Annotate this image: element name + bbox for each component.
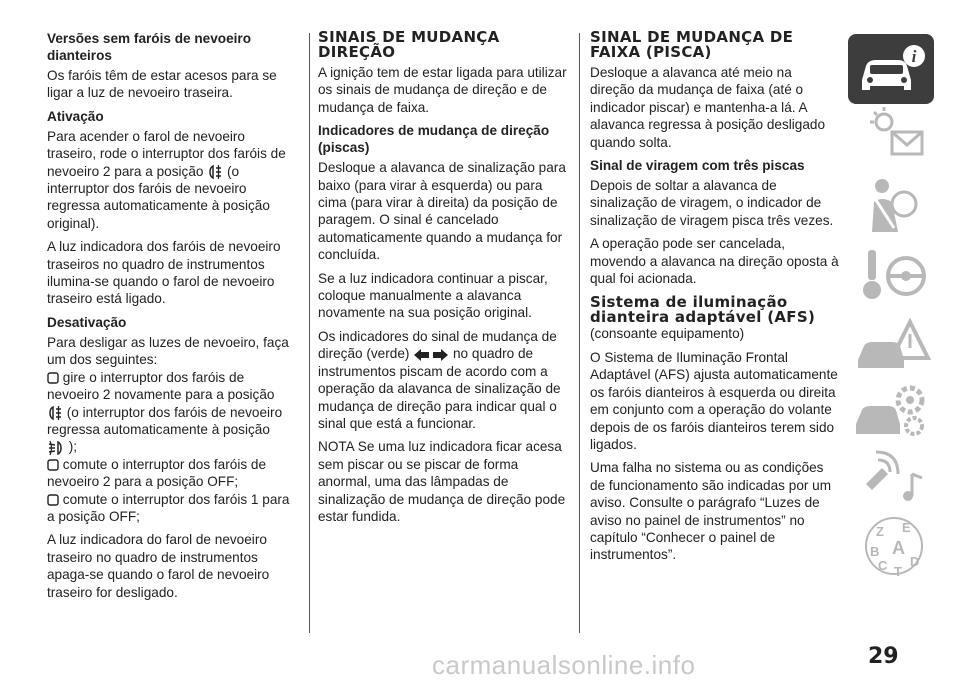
- column-3: [590, 30, 840, 570]
- heading-ativacao: Ativação: [47, 108, 104, 124]
- watermark: carmanualsonline.info: [432, 650, 696, 680]
- rear-fog-light-icon: [47, 405, 63, 421]
- paragraph-se: Se a luz indicadora continuar a piscar, coloque manualmente a alavanca novamente na sua posição original.: [318, 270, 548, 321]
- chapter-tab-safety[interactable]: [848, 172, 934, 240]
- paragraph-faixa: Desloque a alavanca até meio na direção da mudança de faixa (até o indicador piscar) e mantenha-a lá. A alavanca regressa à posição desligado quando solta.: [590, 65, 826, 150]
- heading-afs: Sistema de iluminação dianteira adaptável (AFS): [590, 293, 816, 327]
- front-fog-light-icon: [47, 440, 65, 456]
- car-info-icon: [848, 34, 934, 104]
- svg-text:Z: Z: [876, 524, 884, 539]
- paragraph-desativacao: Para desligar as luzes de nevoeiro, faça um dos seguintes:: [47, 334, 289, 368]
- heading-mudanca-faixa: SINAL DE MUDANÇA DE FAIXA (PISCA): [590, 28, 794, 61]
- column-divider: [309, 33, 310, 633]
- page-number: 29: [868, 644, 899, 669]
- chapter-tab-index[interactable]: [848, 512, 934, 580]
- paragraph-indicadores-verde: [318, 328, 568, 432]
- svg-text:E: E: [902, 520, 911, 535]
- chapter-tab-know-your-car[interactable]: [848, 34, 934, 104]
- text-fragment: no quadro de instrumentos piscam de acordo com a operação da alavanca de sinalização de mudança de direção para indicar qual o sinal que está a funcionar.: [318, 346, 561, 431]
- bullet-3: [47, 491, 297, 526]
- paragraph-operacao: A operação pode ser cancelada, movendo a alavanca na direção oposta à qual foi acionada.: [590, 236, 839, 287]
- chapter-tab-dashboard[interactable]: [848, 104, 934, 172]
- heading-desativacao: Desativação: [47, 314, 127, 330]
- chapter-tab-starting-driving[interactable]: [848, 240, 934, 308]
- chapter-tab-multimedia[interactable]: [848, 444, 934, 512]
- svg-text:B: B: [870, 544, 880, 559]
- seatbelt-airbag-icon: [848, 172, 934, 240]
- car-warning-triangle-icon: [848, 308, 934, 376]
- paragraph-apaga: A luz indicadora do farol de nevoeiro traseiro no quadro de instrumentos apaga-se quando o farol de nevoeiro traseiro for desligado.: [47, 532, 270, 600]
- rear-fog-light-icon: [207, 164, 223, 180]
- bullet-2: [47, 456, 297, 491]
- heading-sinais-direcao: SINAIS DE MUDANÇA DIREÇÃO: [318, 28, 500, 61]
- svg-text:i: i: [911, 47, 917, 66]
- paragraph-consoante: (consoante equipamento): [590, 326, 745, 342]
- paragraph-nota: NOTA Se uma luz indicadora ficar acesa sem piscar ou se piscar de forma anormal, uma das lâmpadas de sinalização de mudança de direção pode estar fundida.: [318, 439, 566, 524]
- svg-text:A: A: [892, 538, 905, 558]
- text-fragment: comute o interruptor dos faróis de nevoeiro 2 para a posição OFF;: [47, 456, 267, 490]
- column-2: [318, 30, 568, 531]
- column-divider: [579, 33, 580, 633]
- paragraph-intro: Os faróis têm de estar acesos para se ligar a luz de nevoeiro traseira.: [47, 68, 277, 101]
- text-fragment: Para acender o farol de nevoeiro traseiro, rode o interruptor dos faróis de nevoeiro 2 para a posição: [47, 128, 286, 179]
- svg-text:T: T: [894, 564, 902, 579]
- text-fragment: gire o interruptor dos faróis de nevoeiro 2 novamente para a posição: [47, 369, 275, 403]
- paragraph-ignicao: A ignição tem de estar ligada para utilizar os sinais de mudança de direção e de mudança de faixa.: [318, 65, 567, 115]
- car-gears-icon: [848, 376, 934, 444]
- text-fragment: (o interruptor dos faróis de nevoeiro regressa automaticamente à posição: [47, 404, 283, 437]
- text-fragment: comute o interruptor dos faróis 1 para a posição OFF;: [47, 491, 290, 524]
- heading-viragem: Sinal de viragem com três piscas: [590, 158, 805, 174]
- paragraph-desloque: Desloque a alavanca de sinalização para baixo (para virar à esquerda) ou para cima (para virar à direita) da posição de paragem. O sinal é cancelado automaticamente quando a mudança for concluída.: [318, 160, 566, 263]
- bullet-1: [47, 369, 297, 456]
- paragraph-ativacao: [47, 128, 297, 232]
- svg-text:D: D: [910, 554, 920, 569]
- chapter-tab-emergency[interactable]: [848, 308, 934, 376]
- text-fragment: (o interruptor dos faróis de nevoeiro regressa automaticamente à posição original).: [47, 163, 270, 231]
- paragraph-afs: O Sistema de Iluminação Frontal Adaptável (AFS) ajusta automaticamente os faróis dianteiros à esquerda ou direita em conjunto com a operação do volante depois de os faróis dianteiros terem sido ligados.: [590, 349, 838, 452]
- lights-message-icon: [848, 104, 934, 172]
- chapter-tab-maintenance[interactable]: [848, 376, 934, 444]
- svg-text:C: C: [878, 558, 888, 573]
- key-steering-wheel-icon: [848, 240, 934, 308]
- bullet-icon: [47, 494, 59, 506]
- chapter-sidebar: [848, 34, 934, 580]
- bullet-icon: [47, 372, 59, 384]
- paragraph-indicadora: A luz indicadora dos faróis de nevoeiro traseiros no quadro de instrumentos ilumina-se quando o farol de nevoeiro traseiro está ligado.: [47, 239, 281, 307]
- paragraph-falha: Uma falha no sistema ou as condições de funcionamento são indicadas por um aviso. Consulte o parágrafo “Luzes de aviso no painel de instrumentos” no capítulo “Conhecer o painel de instrumentos”.: [590, 460, 832, 563]
- turn-signal-arrows-icon: [413, 348, 449, 362]
- bullet-icon: [47, 459, 59, 471]
- column-1: [47, 30, 297, 607]
- alphabet-index-icon: [848, 512, 934, 580]
- text-fragment: );: [68, 439, 78, 455]
- text-fragment: Os indicadores do sinal de mudança de direção (verde): [318, 328, 557, 362]
- paragraph-viragem: Depois de soltar a alavanca de sinalização de viragem, o indicador de sinalização de viragem pisca três vezes.: [590, 178, 834, 228]
- heading-indicadores: Indicadores de mudança de direção (piscas): [318, 123, 550, 156]
- multimedia-icon: [848, 444, 934, 512]
- heading-versoes: Versões sem faróis de nevoeiro dianteiros: [47, 31, 252, 63]
